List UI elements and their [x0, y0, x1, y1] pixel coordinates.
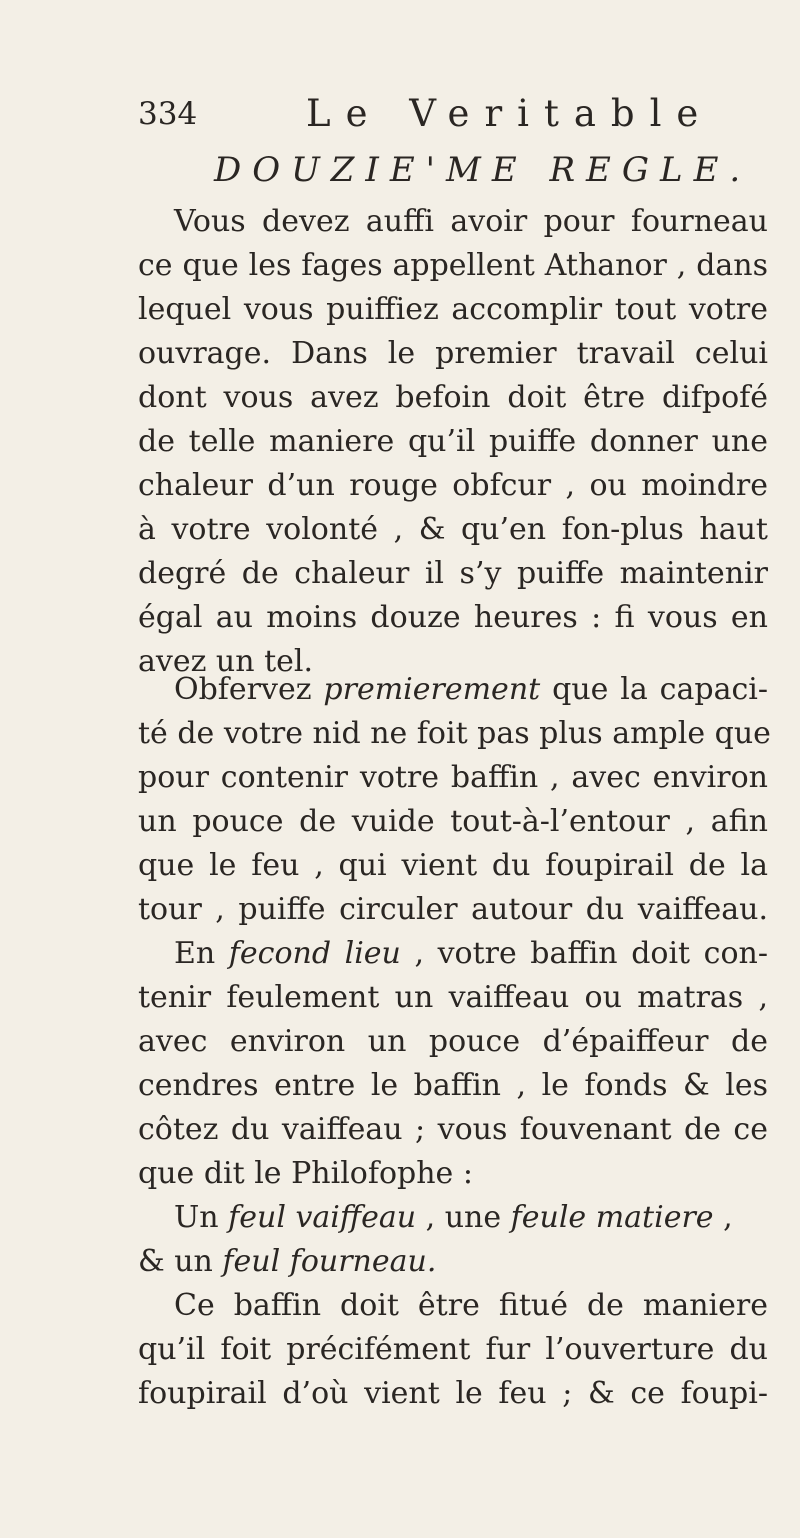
text-line: chaleur d’un rouge obfcur , ou moindre [138, 468, 768, 503]
text-line: avez un tel. [138, 644, 314, 679]
text-line: qu’il foit précifément fur l’ouverture du [138, 1332, 768, 1367]
text-line: tenir feulement un vaiffeau ou matras , [138, 980, 768, 1015]
text-line: En fecond lieu , votre baffin doit con- [174, 936, 769, 971]
text-line: ce que les fages appellent Athanor , dans [138, 248, 768, 283]
text-line: Ce baffin doit être fitué de maniere [174, 1288, 768, 1323]
text-line: té de votre nid ne foit pas plus ample que [138, 716, 771, 751]
text-line: avec environ un pouce d’épaiffeur de [138, 1024, 768, 1059]
text-line: lequel vous puiffiez accomplir tout votre [138, 292, 768, 327]
text-line: que dit le Philofophe : [138, 1156, 473, 1191]
text-line: pour contenir votre baffin , avec environ [138, 760, 768, 795]
text-line: foupirail d’où vient le feu ; & ce foupi- [138, 1376, 768, 1411]
page-number: 334 [138, 96, 198, 132]
text-line: que le feu , qui vient du foupirail de la [138, 848, 768, 883]
text-line: degré de chaleur il s’y puiffe maintenir [138, 556, 768, 591]
section-title: DOUZIE'ME REGLE. [214, 150, 752, 190]
text-line: côtez du vaiffeau ; vous fouvenant de ce [138, 1112, 768, 1147]
text-line: Un feul vaiffeau , une feule matiere , [174, 1200, 733, 1235]
text-line: tour , puiffe circuler autour du vaiffeau. [138, 892, 768, 927]
text-line: égal au moins douze heures : fi vous en [138, 600, 768, 635]
text-line: Vous devez auffi avoir pour fourneau [174, 204, 768, 239]
text-line: ouvrage. Dans le premier travail celui [138, 336, 768, 371]
text-line: un pouce de vuide tout-à-l’entour , afin [138, 804, 768, 839]
text-line: & un feul fourneau. [138, 1244, 437, 1279]
running-title: Le Veritable [306, 92, 714, 135]
text-line: Obfervez premierement que la capaci- [174, 672, 768, 707]
text-line: à votre volonté , & qu’en fon-plus haut [138, 512, 768, 547]
text-line: de telle maniere qu’il puiffe donner une [138, 424, 768, 459]
text-line: cendres entre le baffin , le fonds & les [138, 1068, 768, 1103]
running-head [138, 92, 714, 136]
text-line: dont vous avez befoin doit être difpofé [138, 380, 768, 415]
